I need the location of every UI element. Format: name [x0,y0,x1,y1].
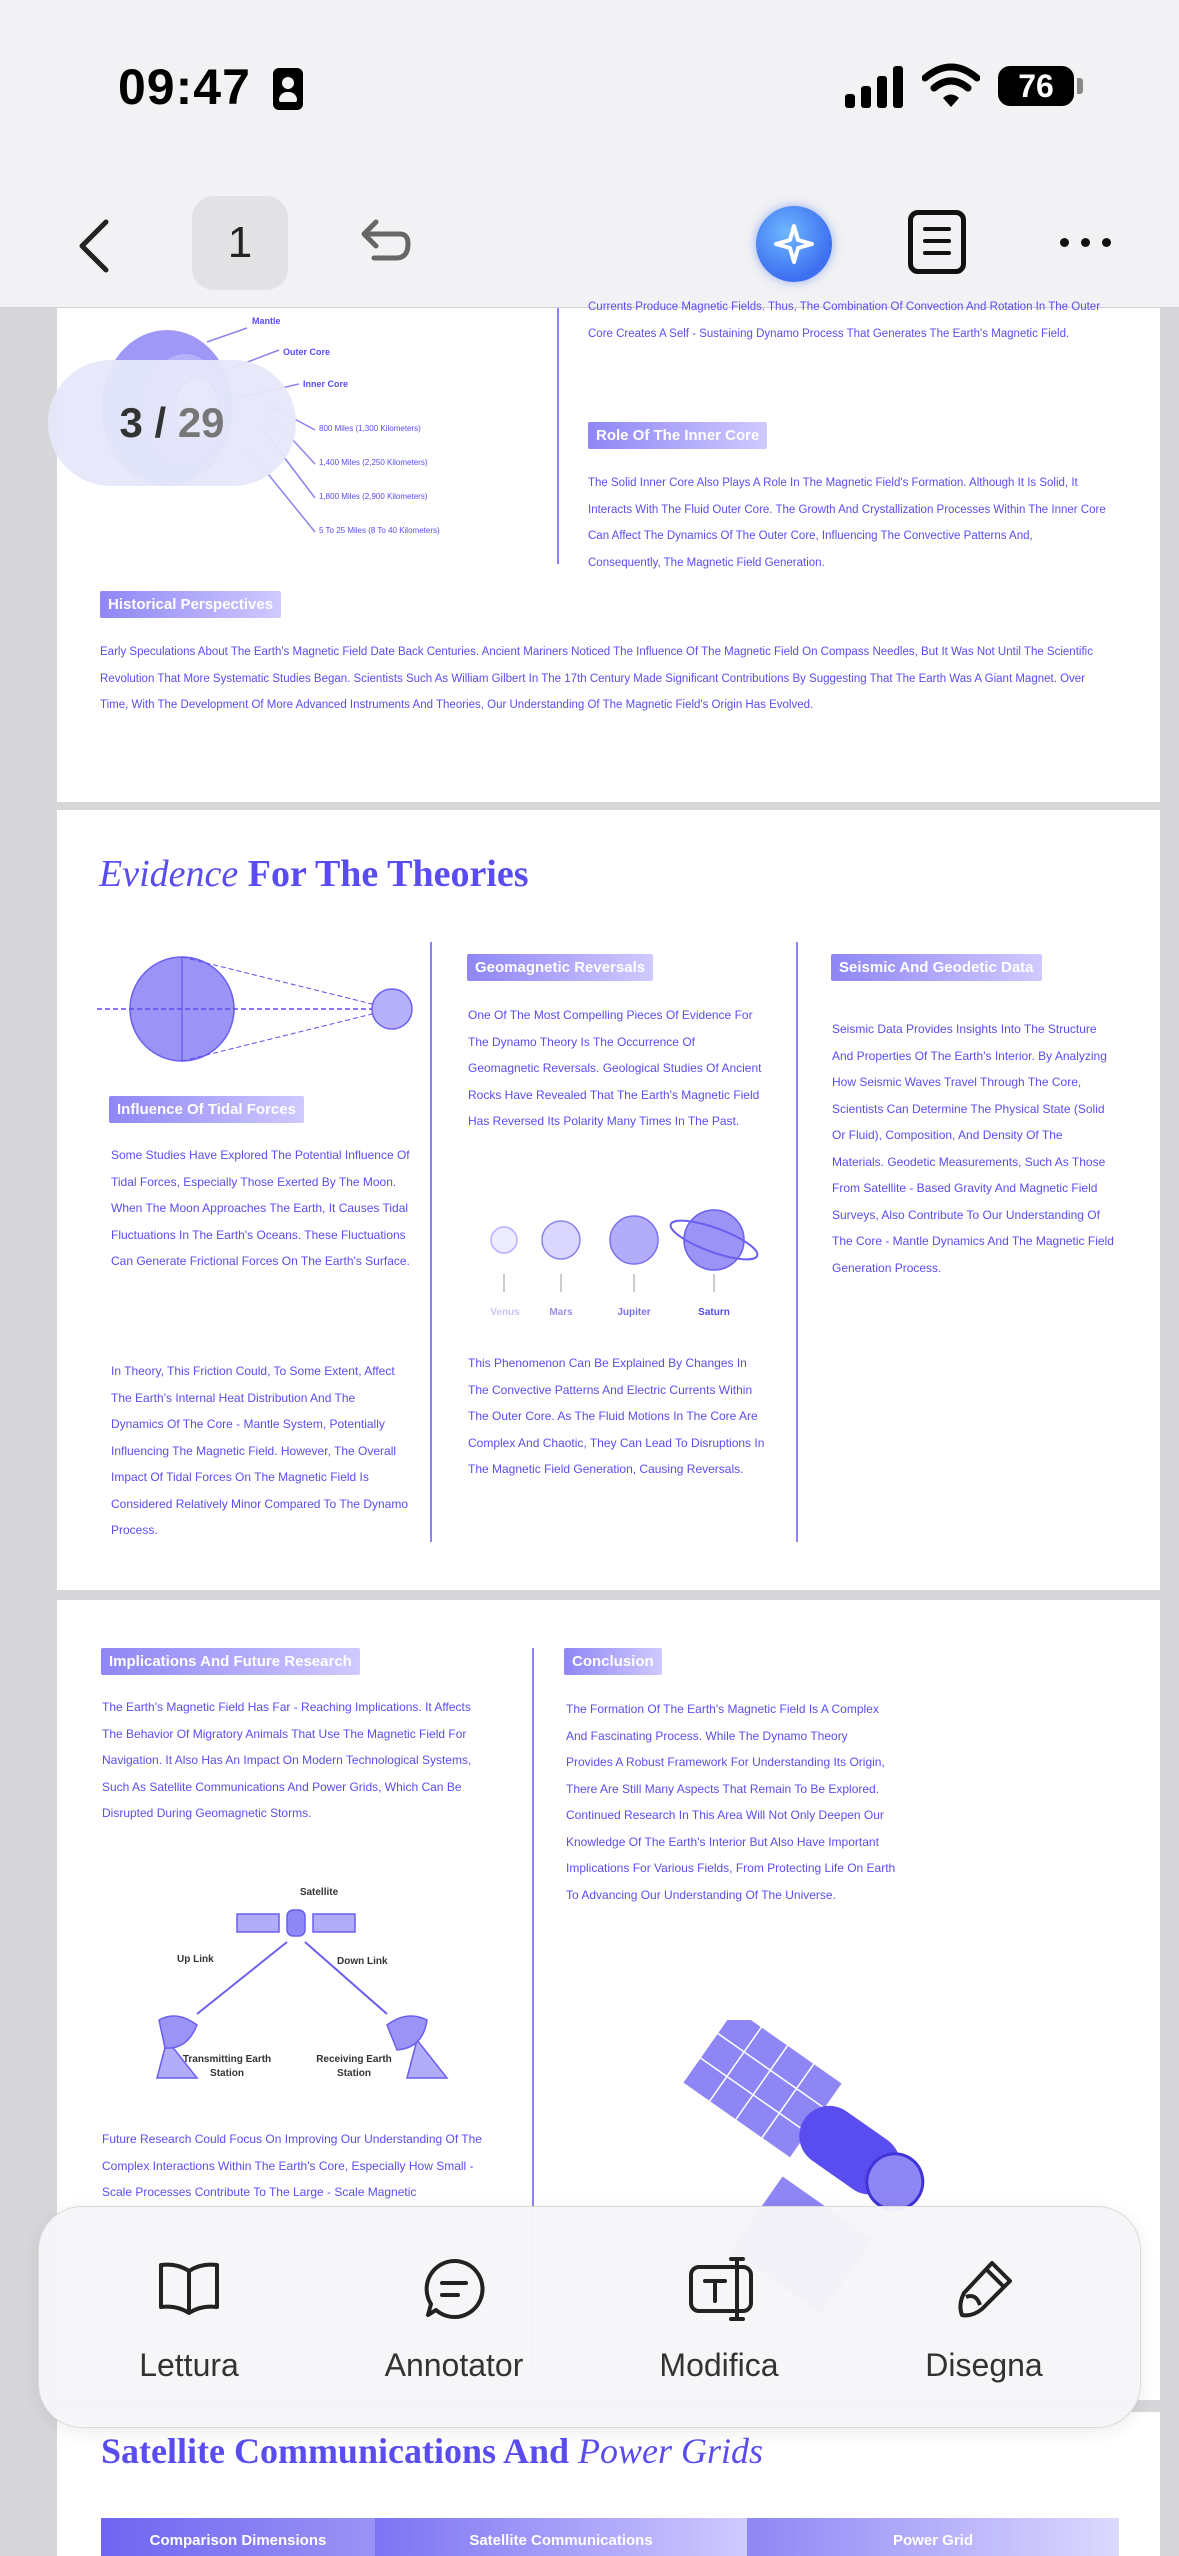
tidal-forces-diagram [97,934,417,1094]
comment-icon [422,2257,486,2321]
column-divider-1 [430,942,432,1542]
planet-label-mars: Mars [549,1307,573,1318]
conclusion-paragraph: The Formation Of The Earth's Magnetic Field Is A Complex And Fascinating Process. While The Dynamo Theory Provides A Robust Framework For Understanding Its Origin, There Are Still Many Aspects That Remain To Be Explored. Continued Research In This Area Will Not Only Deepen Our Knowledge Of The Earth's Interior But Also Have Important Implications For Various Fields, From Protecting Life On Earth To Advancing Our Understanding Of The Universe. [566,1702,896,1902]
heading-italic: Power Grids [578,2431,764,2471]
section-tag-reversals: Geomagnetic Reversals [467,954,653,981]
future-research-paragraph: Future Research Could Focus On Improving Our Understanding Of The Complex Interactions Within The Earth's Core, Especially How Small - Scale Processes Contribute To The Large - Scale Magnetic [102,2132,482,2199]
battery-tip [1077,78,1083,94]
heading-bold: Satellite Communications And [101,2431,570,2471]
menu-item-disegna[interactable] [864,2207,1104,2429]
menu-label: Disegna [925,2347,1043,2383]
tidal-paragraph-2: In Theory, This Friction Could, To Some Extent, Affect The Earth's Internal Heat Distribution And The Dynamics Of The Core - Mantle System, Potentially Influencing The Magnetic Field. However, The Overall Impact Of Tidal Forces On The Magnetic Field Is Considered Relatively Minor Compared To The Dynamo Process. [111,1364,409,1537]
document-page-4 [57,2412,1160,2556]
diagram-label-outer-core: Outer Core [283,347,331,357]
page-number-button[interactable]: 1 [192,196,288,290]
diagram-label-down-link: Down Link [337,1956,388,1967]
diagram-label-depth-4: 5 To 25 Miles (8 To 40 Kilometers) [319,526,440,535]
planets-diagram [462,1186,772,1296]
text-edit-icon [687,2257,755,2321]
top-toolbar [0,170,1179,308]
menu-label: Modifica [659,2347,779,2383]
section-tag-conclusion: Conclusion [564,1648,662,1675]
table-header-cell: Satellite Communications [375,2518,747,2556]
status-time: 09:47 [118,59,251,115]
total-pages: 29 [177,399,225,446]
diagram-label-depth-2: 1,400 Miles (2,250 Kilometers) [319,458,428,467]
diagram-label-up-link: Up Link [177,1954,214,1965]
comparison-table-header [101,2518,1119,2556]
page-separator: / [154,399,167,446]
diagram-label-receiving: Receiving Earth Station [316,2054,392,2079]
bottom-tool-menu [38,2206,1141,2428]
book-icon [157,2257,221,2317]
ai-sparkle-icon [756,206,832,282]
signal-icon [845,64,905,108]
wifi-icon [922,62,980,110]
current-page: 3 [119,399,143,446]
page-heading [99,852,529,896]
section-tag-tidal: Influence Of Tidal Forces [109,1096,304,1123]
heading-italic: Evidence [99,853,239,895]
undo-icon[interactable] [352,212,412,272]
battery-indicator: 76 [998,66,1074,106]
seismic-paragraph: Seismic Data Provides Insights Into The Structure And Properties Of The Earth's Interior. By Analyzing How Seismic Waves Travel Through The Core, Scientists Can Determine The Physical State (Solid Or Fluid), Composition, And Density Of The Materials. Geodetic Measurements, Such As Those From Satellite - Based Gravity And Magnetic Field Surveys, Also Contribute To Our Understanding Of The Core - Mantle Dynamics And The Magnetic Field Generation Process. [832,1022,1114,1275]
reversals-paragraph-2: This Phenomenon Can Be Explained By Changes In The Convective Patterns And Electric Currents Within The Outer Core. As The Fluid Motions In The Core Are Complex And Chaotic, They Can Lead To Disruptions In The Magnetic Field Generation, Causing Reversals. [468,1356,765,1476]
diagram-label-satellite: Satellite [299,1887,339,1898]
pen-icon [952,2257,1016,2321]
back-chevron-icon[interactable] [72,218,122,274]
page-heading-satellite [101,2430,763,2472]
diagram-label-inner-core: Inner Core [303,379,349,389]
menu-item-annotator[interactable] [334,2207,574,2429]
document-page-2 [57,810,1160,1590]
table-header-cell: Comparison Dimensions [101,2518,375,2556]
planet-label-jupiter: Jupiter [617,1307,651,1318]
tidal-paragraph-1: Some Studies Have Explored The Potential Influence Of Tidal Forces, Especially Those Exerted By The Moon. When The Moon Approaches The Earth, It Causes Tidal Fluctuations In The Earth's Oceans. These Fluctuations Can Generate Frictional Forces On The Earth's Surface. [111,1148,410,1268]
column-divider-2 [796,942,798,1542]
section-tag-inner-core: Role Of The Inner Core [588,422,767,449]
table-header-cell: Power Grid [747,2518,1119,2556]
more-options-icon[interactable] [1058,232,1114,252]
reversals-paragraph-1: One Of The Most Compelling Pieces Of Evidence For The Dynamo Theory Is The Occurrence Of Geomagnetic Reversals. Geological Studies Of Ancient Rocks Have Revealed That The Earth's Magnetic Field Has Reversed Its Polarity Many Times In The Past. [468,1008,762,1128]
menu-label: Lettura [139,2347,239,2383]
inner-core-paragraph: The Solid Inner Core Also Plays A Role In The Magnetic Field's Formation. Although It Is Solid, It Interacts With The Fluid Outer Core. The Growth And Crystallization Processes Within The Inner Core Can Affect The Dynamics Of The Outer Core, Influencing The Convective Patterns And, Consequently, The Magnetic Field Generation. [588,477,1106,569]
outer-core-paragraph: Currents Produce Magnetic Fields. Thus, The Combination Of Convection And Rotation In The Outer Core Creates A Self - Sustaining Dynamo Process That Generates The Earth's Magnetic Field. [588,301,1101,340]
diagram-label-transmitting: Transmitting Earth Station [182,2054,272,2079]
diagram-label-mantle: Mantle [252,316,281,326]
page-indicator [48,360,296,486]
ai-assistant-button[interactable] [756,206,832,282]
column-divider [557,308,559,564]
outline-list-icon[interactable] [908,210,966,274]
menu-label: Annotator [384,2347,524,2383]
menu-item-lettura[interactable] [69,2207,309,2429]
planet-label-venus: Venus [490,1307,520,1318]
menu-item-modifica[interactable] [599,2207,839,2429]
historical-paragraph: Early Speculations About The Earth's Magnetic Field Date Back Centuries. Ancient Mariners Noticed The Influence Of The Magnetic Field On Compass Needles, But It Was Not Until The Scientific Revolution That More Systematic Studies Began. Scientists Such As William Gilbert In The 17th Century Made Significant Contributions By Suggesting That The Earth Was A Giant Magnet. Over Time, With The Development Of More Advanced Instruments And Theories, Our Understanding Of The Magnetic Field's Origin Has Evolved. [100,646,1093,711]
implications-paragraph: The Earth's Magnetic Field Has Far - Reaching Implications. It Affects The Behavior Of Migratory Animals That Use The Magnetic Field For Navigation. It Also Has An Impact On Modern Technological Systems, Such As Satellite Communications And Power Grids, Which Can Be Disrupted During Geomagnetic Storms. [102,1700,472,1820]
diagram-label-depth-1: 800 Miles (1,300 Kilometers) [319,424,421,433]
section-tag-seismic: Seismic And Geodetic Data [831,954,1042,981]
section-tag-implications: Implications And Future Research [101,1648,360,1675]
diagram-label-depth-3: 1,800 Miles (2,900 Kilometers) [319,492,428,501]
heading-bold: For The Theories [247,853,529,895]
planet-label-saturn: Saturn [698,1307,730,1318]
contact-card-icon [273,68,303,110]
section-tag-historical: Historical Perspectives [100,591,281,618]
